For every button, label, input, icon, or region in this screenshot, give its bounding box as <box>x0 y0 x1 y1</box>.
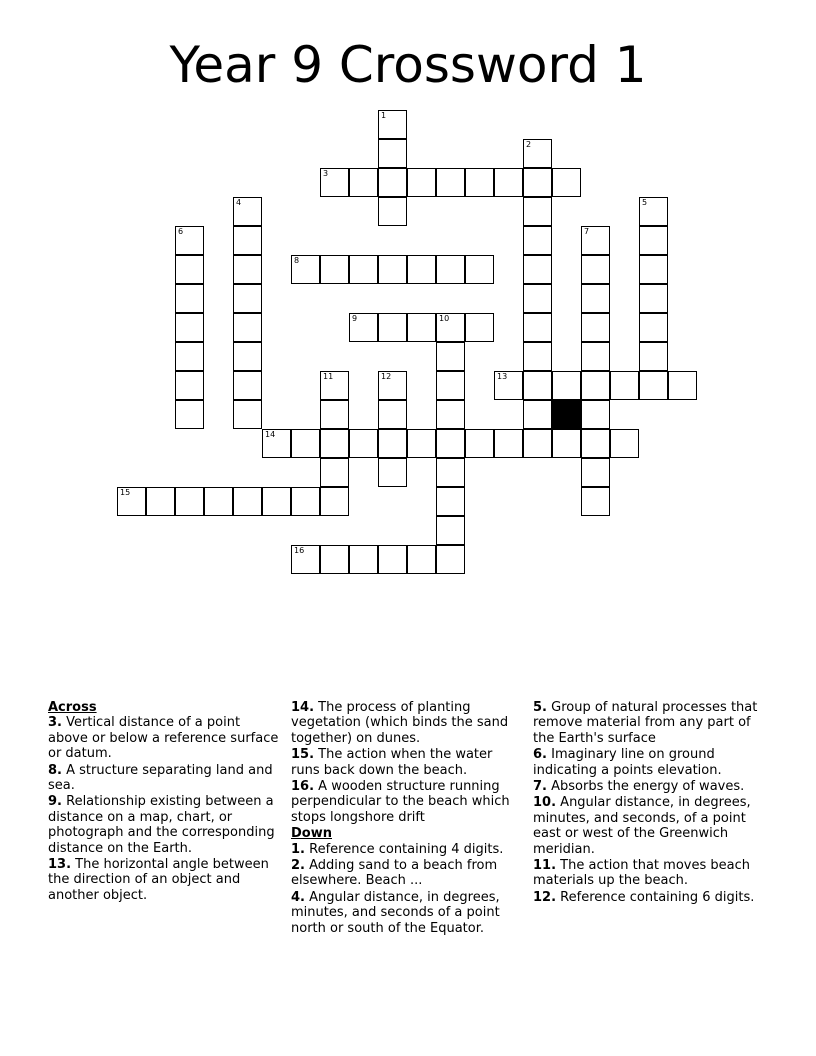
grid-cell[interactable] <box>581 226 610 255</box>
grid-cell[interactable] <box>552 429 581 458</box>
grid-cell[interactable] <box>610 371 639 400</box>
grid-cell[interactable] <box>639 342 668 371</box>
clue-column-1 <box>48 700 280 904</box>
grid-cell[interactable] <box>581 313 610 342</box>
grid-cell[interactable] <box>320 255 349 284</box>
grid-cell[interactable] <box>233 371 262 400</box>
grid-cell[interactable] <box>581 371 610 400</box>
grid-cell[interactable] <box>523 400 552 429</box>
grid-cell[interactable] <box>378 429 407 458</box>
grid-cell[interactable] <box>320 400 349 429</box>
grid-cell[interactable] <box>552 371 581 400</box>
grid-cell[interactable] <box>436 342 465 371</box>
grid-cell[interactable] <box>407 313 436 342</box>
grid-cell[interactable] <box>465 168 494 197</box>
grid-cell[interactable] <box>581 458 610 487</box>
grid-cell[interactable] <box>436 400 465 429</box>
grid-cell[interactable] <box>378 255 407 284</box>
grid-cell[interactable] <box>262 429 291 458</box>
clue-number: 1 <box>381 111 387 120</box>
grid-cell[interactable] <box>349 168 378 197</box>
clue-number: 8 <box>294 256 300 265</box>
grid-cell[interactable] <box>610 429 639 458</box>
down-clue-5: 5. Group of natural processes that remove material from any part of the Earth's surface <box>533 700 758 746</box>
down-clue-11: 11. The action that moves beach materials up the beach. <box>533 858 750 889</box>
grid-cell[interactable] <box>378 110 407 139</box>
across-clue-9: 9. Relationship existing between a distance on a map, chart, or photograph and the corresponding distance on the Earth. <box>48 794 275 856</box>
grid-cell[interactable] <box>349 313 378 342</box>
clue-number: 3 <box>323 169 329 178</box>
grid-cell[interactable] <box>436 371 465 400</box>
down-clue-10: 10. Angular distance, in degrees, minutes, and seconds, of a point east or west of the Greenwich meridian. <box>533 795 751 857</box>
grid-cell[interactable] <box>494 168 523 197</box>
grid-cell[interactable] <box>175 255 204 284</box>
grid-cell[interactable] <box>523 255 552 284</box>
grid-cell[interactable] <box>639 371 668 400</box>
grid-cell[interactable] <box>320 487 349 516</box>
down-clue-2: 2. Adding sand to a beach from elsewhere. Beach ... <box>291 858 498 889</box>
grid-cell[interactable] <box>407 545 436 574</box>
grid-cell[interactable] <box>436 545 465 574</box>
down-clue-6: 6. Imaginary line on ground indicating a points elevation. <box>533 747 722 778</box>
grid-cell[interactable] <box>378 371 407 400</box>
grid-cell[interactable] <box>320 168 349 197</box>
clue-number: 12 <box>381 372 392 381</box>
down-clue-7: 7. Absorbs the energy of waves. <box>533 779 745 795</box>
clue-number: 6 <box>178 227 184 236</box>
grid-cell[interactable] <box>436 255 465 284</box>
grid-cell[interactable] <box>581 429 610 458</box>
grid-cell[interactable] <box>639 197 668 226</box>
grid-cell[interactable] <box>436 487 465 516</box>
grid-cell[interactable] <box>552 168 581 197</box>
grid-cell[interactable] <box>436 458 465 487</box>
clue-number: 7 <box>584 227 590 236</box>
across-clue-14: 14. The process of planting vegetation (which binds the sand together) on dunes. <box>291 700 509 746</box>
grid-cell[interactable] <box>465 429 494 458</box>
grid-cell[interactable] <box>523 313 552 342</box>
grid-cell[interactable] <box>436 429 465 458</box>
grid-cell[interactable] <box>175 371 204 400</box>
grid-cell[interactable] <box>233 342 262 371</box>
grid-cell[interactable] <box>175 400 204 429</box>
grid-cell[interactable] <box>494 371 523 400</box>
grid-cell[interactable] <box>320 371 349 400</box>
grid-cell[interactable] <box>378 197 407 226</box>
grid-cell[interactable] <box>233 400 262 429</box>
grid-cell[interactable] <box>378 458 407 487</box>
grid-cell[interactable] <box>639 313 668 342</box>
grid-cell[interactable] <box>407 168 436 197</box>
clue-column-3 <box>533 700 765 906</box>
grid-cell[interactable] <box>581 487 610 516</box>
grid-cell[interactable] <box>523 284 552 313</box>
across-clue-3: 3. Vertical distance of a point above or below a reference surface or datum. <box>48 715 279 762</box>
grid-cell[interactable] <box>523 342 552 371</box>
grid-cell[interactable] <box>581 342 610 371</box>
grid-cell[interactable] <box>436 313 465 342</box>
clue-number: 13 <box>497 372 508 381</box>
grid-cell[interactable] <box>349 429 378 458</box>
grid-cell[interactable] <box>117 487 146 516</box>
clue-column-2 <box>291 700 523 937</box>
grid-cell[interactable] <box>320 458 349 487</box>
grid-cell[interactable] <box>465 313 494 342</box>
grid-cell[interactable] <box>668 371 697 400</box>
grid-cell[interactable] <box>175 284 204 313</box>
across-clue-8: 8. A structure separating land and sea. <box>48 762 273 794</box>
grid-cell[interactable] <box>523 168 552 197</box>
clue-number: 5 <box>642 198 648 207</box>
clue-number: 15 <box>120 488 131 497</box>
across-clue-13: 13. The horizontal angle between the direction of an object and another object. <box>48 857 269 903</box>
down-clue-4: 4. Angular distance, in degrees, minutes, and seconds of a point north or south of the Equator. <box>291 889 500 936</box>
grid-cell[interactable] <box>349 545 378 574</box>
grid-cell[interactable] <box>320 429 349 458</box>
grid-cell[interactable] <box>523 197 552 226</box>
grid-cell[interactable] <box>523 226 552 255</box>
blocked-cell <box>552 400 581 429</box>
grid-cell[interactable] <box>581 255 610 284</box>
grid-cell[interactable] <box>204 487 233 516</box>
grid-cell[interactable] <box>378 400 407 429</box>
clue-number: 2 <box>526 140 532 149</box>
clue-number: 16 <box>294 546 305 555</box>
across-clue-16: 16. A wooden structure running perpendicular to the beach which stops longshore drift <box>291 779 510 825</box>
grid-cell[interactable] <box>378 313 407 342</box>
grid-cell[interactable] <box>436 168 465 197</box>
grid-cell[interactable] <box>523 139 552 168</box>
grid-cell[interactable] <box>233 226 262 255</box>
grid-cell[interactable] <box>378 545 407 574</box>
grid-cell[interactable] <box>233 313 262 342</box>
grid-cell[interactable] <box>349 255 378 284</box>
grid-cell[interactable] <box>233 284 262 313</box>
grid-cell[interactable] <box>291 255 320 284</box>
clue-number: 4 <box>236 198 242 207</box>
clue-number: 14 <box>265 430 276 439</box>
across-clue-15: 15. The action when the water runs back down the beach. <box>291 747 493 778</box>
grid-cell[interactable] <box>291 545 320 574</box>
grid-cell[interactable] <box>262 487 291 516</box>
grid-cell[interactable] <box>378 168 407 197</box>
grid-cell[interactable] <box>233 197 262 226</box>
grid-cell[interactable] <box>639 226 668 255</box>
grid-cell[interactable] <box>639 255 668 284</box>
clue-number: 11 <box>323 372 334 381</box>
grid-cell[interactable] <box>291 429 320 458</box>
grid-cell[interactable] <box>407 255 436 284</box>
grid-cell[interactable] <box>291 487 320 516</box>
across-heading: Across <box>48 700 97 715</box>
grid-cell[interactable] <box>581 400 610 429</box>
grid-cell[interactable] <box>146 487 175 516</box>
grid-cell[interactable] <box>175 313 204 342</box>
grid-cell[interactable] <box>175 487 204 516</box>
clue-number: 10 <box>439 314 450 323</box>
grid-cell[interactable] <box>581 284 610 313</box>
grid-cell[interactable] <box>233 487 262 516</box>
grid-cell[interactable] <box>523 429 552 458</box>
down-heading: Down <box>291 826 332 842</box>
grid-cell[interactable] <box>407 429 436 458</box>
grid-cell[interactable] <box>465 255 494 284</box>
down-clue-1: 1. Reference containing 4 digits. <box>291 841 504 857</box>
grid-cell[interactable] <box>175 342 204 371</box>
grid-cell[interactable] <box>175 226 204 255</box>
clue-number: 9 <box>352 314 358 323</box>
grid-cell[interactable] <box>639 284 668 313</box>
grid-cell[interactable] <box>378 139 407 168</box>
grid-cell[interactable] <box>494 429 523 458</box>
grid-cell[interactable] <box>320 545 349 574</box>
down-clue-12: 12. Reference containing 6 digits. <box>533 889 755 905</box>
grid-cell[interactable] <box>523 371 552 400</box>
grid-cell[interactable] <box>436 516 465 545</box>
page-title: Year 9 Crossword 1 <box>169 36 647 94</box>
grid-cell[interactable] <box>233 255 262 284</box>
